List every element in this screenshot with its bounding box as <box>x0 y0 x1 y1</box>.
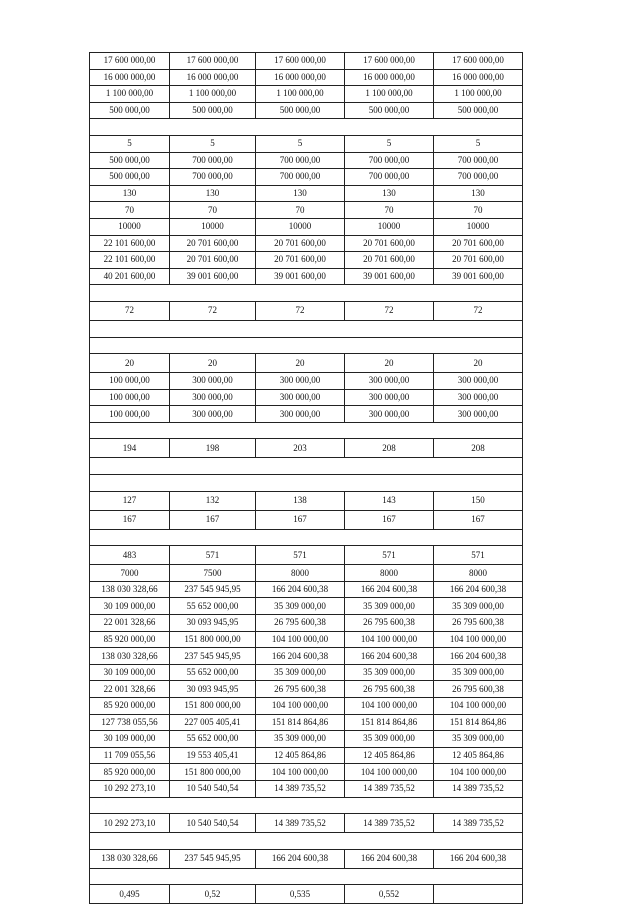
table-cell: 166 204 600,38 <box>345 849 434 868</box>
table-cell: 55 652 000,00 <box>170 598 256 615</box>
blank-cell <box>90 337 523 354</box>
table-cell: 5 <box>434 135 523 152</box>
table-cell: 20 701 600,00 <box>170 252 256 269</box>
table-cell: 104 100 000,00 <box>256 698 345 715</box>
table-cell: 167 <box>256 510 345 529</box>
table-cell: 700 000,00 <box>345 169 434 186</box>
table-cell: 5 <box>90 135 170 152</box>
table-cell: 10000 <box>256 218 345 235</box>
table-row <box>90 764 523 781</box>
table-cell: 17 600 000,00 <box>90 53 170 70</box>
table-cell: 130 <box>256 185 345 202</box>
table-cell: 39 001 600,00 <box>256 268 345 285</box>
table-cell: 1 100 000,00 <box>90 86 170 103</box>
table-row <box>90 135 523 152</box>
table-cell: 85 920 000,00 <box>90 631 170 648</box>
table-row <box>90 849 523 868</box>
blank-cell <box>90 320 523 337</box>
table-cell: 700 000,00 <box>434 169 523 186</box>
table-cell: 138 030 328,66 <box>90 648 170 665</box>
blank-cell <box>90 529 523 546</box>
table-cell: 0,552 <box>345 885 434 904</box>
table-cell: 104 100 000,00 <box>434 631 523 648</box>
table-cell: 700 000,00 <box>256 169 345 186</box>
table-row <box>90 681 523 698</box>
table-cell: 138 030 328,66 <box>90 849 170 868</box>
table-cell: 167 <box>90 510 170 529</box>
table-cell: 0,52 <box>170 885 256 904</box>
table-cell: 30 093 945,95 <box>170 615 256 632</box>
table-cell: 17 600 000,00 <box>345 53 434 70</box>
table-row <box>90 69 523 86</box>
table-cell: 55 652 000,00 <box>170 664 256 681</box>
table-cell: 72 <box>90 301 170 320</box>
table-cell: 166 204 600,38 <box>434 648 523 665</box>
table-cell: 151 800 000,00 <box>170 698 256 715</box>
table-cell: 14 389 735,52 <box>256 780 345 797</box>
table-cell: 194 <box>90 439 170 458</box>
table-cell: 138 030 328,66 <box>90 581 170 598</box>
table-cell: 17 600 000,00 <box>434 53 523 70</box>
table-cell: 26 795 600,38 <box>345 681 434 698</box>
table-cell: 167 <box>345 510 434 529</box>
table-cell: 20 <box>434 354 523 373</box>
table-cell: 22 101 600,00 <box>90 235 170 252</box>
table-cell: 16 000 000,00 <box>345 69 434 86</box>
table-cell: 30 093 945,95 <box>170 681 256 698</box>
table-cell: 300 000,00 <box>345 389 434 406</box>
table-cell: 500 000,00 <box>256 102 345 119</box>
table-cell: 70 <box>170 202 256 219</box>
table-cell: 20 701 600,00 <box>256 235 345 252</box>
table-row <box>90 546 523 565</box>
blank-cell <box>90 422 523 439</box>
table-cell: 130 <box>90 185 170 202</box>
table-cell: 1 100 000,00 <box>170 86 256 103</box>
table-cell: 20 <box>90 354 170 373</box>
table-cell: 0,495 <box>90 885 170 904</box>
table-cell: 300 000,00 <box>170 389 256 406</box>
table-cell: 7500 <box>170 565 256 582</box>
table-cell: 11 709 055,56 <box>90 747 170 764</box>
table-cell: 10 292 273,10 <box>90 814 170 833</box>
table-row <box>90 169 523 186</box>
table-row <box>90 53 523 70</box>
table-cell: 39 001 600,00 <box>434 268 523 285</box>
table-cell: 19 553 405,41 <box>170 747 256 764</box>
table-row <box>90 373 523 390</box>
table-cell: 35 309 000,00 <box>256 731 345 748</box>
table-cell: 500 000,00 <box>90 169 170 186</box>
table-cell: 14 389 735,52 <box>345 780 434 797</box>
table-row <box>90 202 523 219</box>
blank-cell <box>90 833 523 850</box>
table-cell: 151 800 000,00 <box>170 764 256 781</box>
table-cell: 26 795 600,38 <box>434 615 523 632</box>
table-row <box>90 747 523 764</box>
table-row <box>90 581 523 598</box>
table-cell: 30 109 000,00 <box>90 664 170 681</box>
table-cell: 300 000,00 <box>170 373 256 390</box>
table-cell: 100 000,00 <box>90 406 170 423</box>
table-cell: 72 <box>345 301 434 320</box>
table-cell: 85 920 000,00 <box>90 698 170 715</box>
table-cell: 20 701 600,00 <box>345 252 434 269</box>
table-cell: 166 204 600,38 <box>434 849 523 868</box>
table-row <box>90 152 523 169</box>
table-cell: 22 001 328,66 <box>90 681 170 698</box>
table-cell: 300 000,00 <box>434 406 523 423</box>
table-cell: 35 309 000,00 <box>345 664 434 681</box>
table-cell: 104 100 000,00 <box>434 764 523 781</box>
table-cell: 104 100 000,00 <box>345 631 434 648</box>
table-row <box>90 565 523 582</box>
table-cell: 8000 <box>256 565 345 582</box>
blank-cell <box>90 285 523 302</box>
table-cell: 17 600 000,00 <box>256 53 345 70</box>
table-cell: 227 005 405,41 <box>170 714 256 731</box>
table-cell: 14 389 735,52 <box>434 780 523 797</box>
table-cell: 127 738 055,56 <box>90 714 170 731</box>
table-cell: 166 204 600,38 <box>345 581 434 598</box>
table-cell: 571 <box>256 546 345 565</box>
table-cell: 300 000,00 <box>256 373 345 390</box>
blank-row <box>90 337 523 354</box>
table-cell: 127 <box>90 491 170 510</box>
table-cell: 70 <box>434 202 523 219</box>
table-row <box>90 664 523 681</box>
table-cell: 198 <box>170 439 256 458</box>
table-row <box>90 389 523 406</box>
table-row <box>90 235 523 252</box>
table-row <box>90 631 523 648</box>
table-row <box>90 218 523 235</box>
blank-row <box>90 320 523 337</box>
table-cell: 26 795 600,38 <box>345 615 434 632</box>
table-cell: 35 309 000,00 <box>434 664 523 681</box>
table-cell: 20 701 600,00 <box>434 235 523 252</box>
table-cell: 300 000,00 <box>256 406 345 423</box>
table-cell: 35 309 000,00 <box>256 598 345 615</box>
table-row <box>90 491 523 510</box>
table-cell: 237 545 945,95 <box>170 581 256 598</box>
blank-row <box>90 458 523 475</box>
table-cell: 12 405 864,86 <box>345 747 434 764</box>
table-cell: 70 <box>345 202 434 219</box>
table-cell: 483 <box>90 546 170 565</box>
table-cell: 571 <box>170 546 256 565</box>
table-row <box>90 598 523 615</box>
table-cell: 166 204 600,38 <box>256 648 345 665</box>
table-cell: 14 389 735,52 <box>434 814 523 833</box>
table-cell: 151 814 864,86 <box>256 714 345 731</box>
table-cell: 208 <box>434 439 523 458</box>
table-row <box>90 698 523 715</box>
table-cell: 100 000,00 <box>90 373 170 390</box>
table-cell: 10000 <box>90 218 170 235</box>
table-cell: 167 <box>434 510 523 529</box>
table-cell: 40 201 600,00 <box>90 268 170 285</box>
table-cell: 104 100 000,00 <box>345 764 434 781</box>
table-cell: 72 <box>434 301 523 320</box>
table-cell: 35 309 000,00 <box>345 598 434 615</box>
table-cell: 70 <box>256 202 345 219</box>
table-cell: 16 000 000,00 <box>170 69 256 86</box>
table-cell: 20 <box>170 354 256 373</box>
table-cell: 70 <box>90 202 170 219</box>
table-cell: 0,535 <box>256 885 345 904</box>
table-cell: 151 814 864,86 <box>434 714 523 731</box>
table-cell: 500 000,00 <box>90 102 170 119</box>
table-cell: 104 100 000,00 <box>256 631 345 648</box>
table-cell: 22 101 600,00 <box>90 252 170 269</box>
table-cell: 104 100 000,00 <box>345 698 434 715</box>
table-cell <box>434 885 523 904</box>
table-cell: 72 <box>256 301 345 320</box>
blank-row <box>90 475 523 492</box>
table-cell: 104 100 000,00 <box>256 764 345 781</box>
table-cell: 12 405 864,86 <box>434 747 523 764</box>
table-cell: 20 701 600,00 <box>256 252 345 269</box>
table-cell: 571 <box>345 546 434 565</box>
table-cell: 500 000,00 <box>434 102 523 119</box>
blank-row <box>90 422 523 439</box>
table-row <box>90 86 523 103</box>
table-cell: 138 <box>256 491 345 510</box>
table-cell: 10 292 273,10 <box>90 780 170 797</box>
data-table <box>89 52 523 904</box>
table-cell: 16 000 000,00 <box>256 69 345 86</box>
table-row <box>90 731 523 748</box>
table-cell: 5 <box>345 135 434 152</box>
table-cell: 237 545 945,95 <box>170 648 256 665</box>
table-cell: 22 001 328,66 <box>90 615 170 632</box>
table-cell: 166 204 600,38 <box>345 648 434 665</box>
table-cell: 8000 <box>345 565 434 582</box>
table-cell: 20 <box>345 354 434 373</box>
table-row <box>90 648 523 665</box>
table-cell: 85 920 000,00 <box>90 764 170 781</box>
table-cell: 20 701 600,00 <box>170 235 256 252</box>
table-cell: 30 109 000,00 <box>90 731 170 748</box>
table-row <box>90 102 523 119</box>
table-cell: 300 000,00 <box>434 389 523 406</box>
table-cell: 300 000,00 <box>170 406 256 423</box>
table-cell: 166 204 600,38 <box>256 581 345 598</box>
table-cell: 150 <box>434 491 523 510</box>
table-cell: 10 540 540,54 <box>170 780 256 797</box>
table-cell: 151 800 000,00 <box>170 631 256 648</box>
table-cell: 500 000,00 <box>90 152 170 169</box>
blank-row <box>90 119 523 136</box>
table-cell: 7000 <box>90 565 170 582</box>
table-cell: 12 405 864,86 <box>256 747 345 764</box>
table-row <box>90 354 523 373</box>
table-cell: 39 001 600,00 <box>170 268 256 285</box>
table-cell: 10000 <box>345 218 434 235</box>
table-cell: 1 100 000,00 <box>256 86 345 103</box>
table-cell: 700 000,00 <box>170 169 256 186</box>
table-cell: 30 109 000,00 <box>90 598 170 615</box>
table-cell: 700 000,00 <box>256 152 345 169</box>
table-row <box>90 301 523 320</box>
table-cell: 700 000,00 <box>434 152 523 169</box>
table-cell: 300 000,00 <box>345 406 434 423</box>
blank-cell <box>90 475 523 492</box>
table-cell: 500 000,00 <box>170 102 256 119</box>
table-cell: 39 001 600,00 <box>345 268 434 285</box>
table-cell: 203 <box>256 439 345 458</box>
table-body <box>90 53 523 904</box>
table-cell: 300 000,00 <box>256 389 345 406</box>
table-cell: 35 309 000,00 <box>434 598 523 615</box>
table-cell: 14 389 735,52 <box>256 814 345 833</box>
table-cell: 130 <box>345 185 434 202</box>
blank-row <box>90 529 523 546</box>
table-cell: 26 795 600,38 <box>256 615 345 632</box>
table-cell: 500 000,00 <box>345 102 434 119</box>
table-cell: 17 600 000,00 <box>170 53 256 70</box>
table-cell: 35 309 000,00 <box>345 731 434 748</box>
table-row <box>90 714 523 731</box>
table-cell: 16 000 000,00 <box>434 69 523 86</box>
table-row <box>90 406 523 423</box>
table-cell: 20 <box>256 354 345 373</box>
table-cell: 26 795 600,38 <box>256 681 345 698</box>
table-cell: 132 <box>170 491 256 510</box>
table-cell: 166 204 600,38 <box>434 581 523 598</box>
table-cell: 14 389 735,52 <box>345 814 434 833</box>
table-cell: 208 <box>345 439 434 458</box>
table-cell: 151 814 864,86 <box>345 714 434 731</box>
table-row <box>90 885 523 904</box>
table-cell: 35 309 000,00 <box>256 664 345 681</box>
table-row <box>90 510 523 529</box>
table-cell: 571 <box>434 546 523 565</box>
table-cell: 104 100 000,00 <box>434 698 523 715</box>
table-cell: 10 540 540,54 <box>170 814 256 833</box>
table-cell: 16 000 000,00 <box>90 69 170 86</box>
table-cell: 55 652 000,00 <box>170 731 256 748</box>
table-cell: 100 000,00 <box>90 389 170 406</box>
table-row <box>90 268 523 285</box>
table-cell: 5 <box>170 135 256 152</box>
table-cell: 130 <box>434 185 523 202</box>
table-cell: 1 100 000,00 <box>345 86 434 103</box>
table-cell: 20 701 600,00 <box>345 235 434 252</box>
table-cell: 700 000,00 <box>345 152 434 169</box>
table-row <box>90 780 523 797</box>
table-cell: 10000 <box>434 218 523 235</box>
table-cell: 26 795 600,38 <box>434 681 523 698</box>
blank-row <box>90 833 523 850</box>
table-cell: 166 204 600,38 <box>256 849 345 868</box>
table-cell: 8000 <box>434 565 523 582</box>
blank-cell <box>90 797 523 814</box>
blank-cell <box>90 868 523 885</box>
table-row <box>90 814 523 833</box>
table-cell: 10000 <box>170 218 256 235</box>
table-row <box>90 252 523 269</box>
blank-row <box>90 868 523 885</box>
table-cell: 20 701 600,00 <box>434 252 523 269</box>
table-row <box>90 439 523 458</box>
blank-cell <box>90 119 523 136</box>
table-cell: 167 <box>170 510 256 529</box>
table-cell: 237 545 945,95 <box>170 849 256 868</box>
table-row <box>90 185 523 202</box>
blank-cell <box>90 458 523 475</box>
table-cell: 300 000,00 <box>345 373 434 390</box>
table-cell: 130 <box>170 185 256 202</box>
table-row <box>90 615 523 632</box>
blank-row <box>90 797 523 814</box>
table-cell: 1 100 000,00 <box>434 86 523 103</box>
table-cell: 72 <box>170 301 256 320</box>
table-cell: 5 <box>256 135 345 152</box>
table-cell: 300 000,00 <box>434 373 523 390</box>
blank-row <box>90 285 523 302</box>
table-cell: 143 <box>345 491 434 510</box>
table-cell: 700 000,00 <box>170 152 256 169</box>
table-cell: 35 309 000,00 <box>434 731 523 748</box>
